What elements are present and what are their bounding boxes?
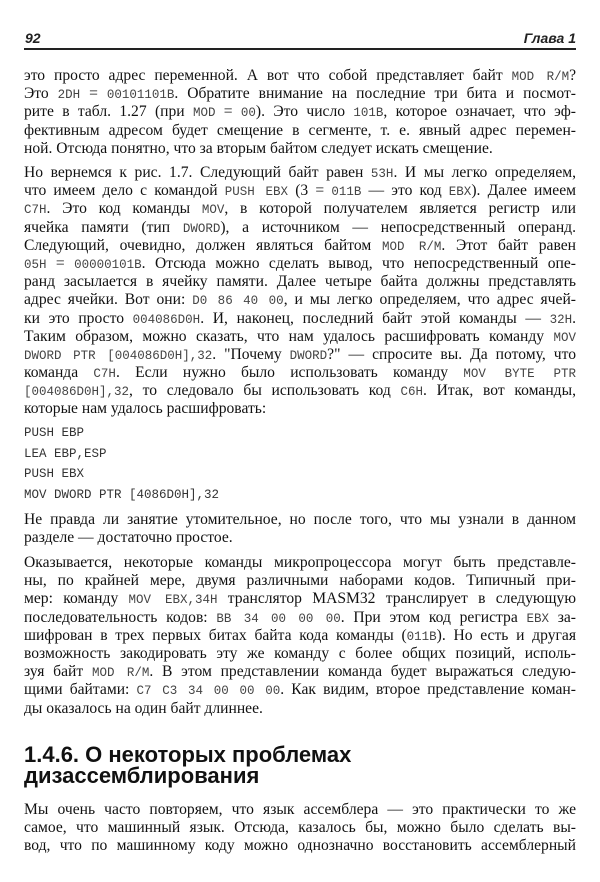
text-run: . Как видим, второе представление коман- (280, 681, 576, 699)
text-run: , в которой получателем является регистр или (224, 200, 576, 218)
text-run: что имеем дело с командой (24, 182, 225, 200)
text-line (24, 819, 576, 837)
paragraph-2 (24, 164, 576, 419)
text-line (24, 255, 576, 273)
text-run: за- (548, 608, 576, 626)
paragraph-4 (24, 554, 576, 718)
inline-code: MOD (192, 106, 216, 121)
text-line (24, 328, 576, 346)
text-run: . (572, 309, 577, 327)
text-line (24, 801, 576, 819)
text-run: , которое означает, что эф- (383, 103, 576, 121)
text-line (24, 273, 576, 291)
text-run: ). Это число (255, 103, 354, 121)
text-run: . Итак, вот команды, (423, 382, 576, 400)
text-line (24, 645, 576, 663)
text-run: ячейка памяти (тип (24, 218, 183, 236)
text-run: последовательность кодов: (24, 608, 217, 626)
text-line (24, 200, 576, 218)
text-run: зуя байт (24, 663, 92, 681)
text-line (24, 572, 576, 590)
text-line (24, 700, 576, 718)
text-line (24, 590, 576, 608)
text-line (24, 364, 576, 382)
paragraph-1 (24, 67, 576, 158)
text-run: рите в табл. 1.27 (при (24, 103, 193, 121)
text-run: Не правда ли занятие утомительное, но после того, что мы узнали в данном (24, 511, 576, 528)
header-rule (24, 48, 576, 50)
text-run: — это код (361, 182, 449, 200)
inline-code: MOD R/M (91, 666, 150, 681)
text-line (24, 529, 576, 547)
text-line (24, 511, 576, 529)
section-heading-line: 1.4.6. О некоторых проблемах (24, 742, 352, 767)
inline-code: 05H (24, 257, 47, 272)
text-run: адрес ячейки. Вот они: (24, 291, 193, 309)
text-line (24, 663, 576, 681)
text-run: . И мы легко определяем, (393, 164, 577, 181)
text-line (24, 837, 576, 855)
text-line (24, 67, 576, 85)
page-number: 92 (25, 30, 41, 46)
inline-code: C7H (24, 203, 47, 218)
text-line (24, 219, 576, 237)
inline-code: 004086D0H (132, 312, 201, 327)
inline-code: 011B (406, 629, 437, 644)
text-line (24, 164, 576, 182)
inline-code: 011B (331, 185, 362, 200)
text-run: Таким образом, можно сказать, что нам удалось расшифровать команду (24, 327, 554, 345)
text-run: команда (24, 364, 94, 382)
text-run: Это (24, 85, 58, 103)
text-line (24, 140, 576, 158)
inline-code: 00000101B (74, 257, 142, 272)
text-run: ? (569, 67, 577, 84)
text-run: возможность закодировать эту же команду с более общих позиций, исполь- (24, 644, 576, 662)
paragraph-3 (24, 511, 576, 547)
text-run: = (215, 103, 241, 121)
inline-code: EBX (448, 185, 472, 200)
text-run: ). Но есть и другая (436, 626, 576, 644)
text-run: . Это код команды (46, 200, 202, 218)
text-line (24, 554, 576, 572)
text-line (24, 182, 576, 200)
text-run: вод, что по машинному коду можно однозначно восстановить ассемблерный (24, 837, 576, 855)
inline-code: C6H (400, 385, 424, 400)
text-line (24, 609, 576, 627)
text-run: (3 = (288, 182, 332, 200)
text-run: транслятор MASM32 транслирует в следующую (217, 590, 576, 608)
inline-code: C7 C3 34 00 00 00 (136, 684, 281, 699)
inline-code: 101B (353, 106, 384, 121)
text-run: Следующий, очевидно, должен являться байтом (24, 236, 382, 254)
text-run: . И, наконец, последний байт этой команды — (200, 309, 550, 327)
text-run: . Если нужно было использовать команду (115, 364, 464, 382)
text-line (24, 310, 576, 328)
code-line: MOV DWORD PTR [4086D0H],32 (24, 487, 220, 502)
inline-code: 32H (549, 312, 573, 327)
code-listing (24, 423, 576, 505)
text-run: Мы очень часто повторяем, что язык ассемблера — это практически то же (24, 801, 576, 818)
inline-code: DWORD (182, 221, 221, 236)
text-run: . В этом представлении команда будет выражаться следую- (149, 663, 576, 681)
text-run: ки это просто (24, 309, 133, 327)
inline-code: EBX (526, 611, 549, 626)
text-run: ранд засылается в ячейку памяти. Далее четыре байта должны представлять (24, 273, 576, 291)
inline-code: 53H (370, 167, 394, 181)
text-run: Но вернемся к рис. 1.7. Следующий байт равен (24, 164, 371, 181)
text-run: шифрован в трех первых битах байта кода команды ( (24, 626, 407, 644)
text-run: = (46, 254, 75, 272)
text-run: самое, что машинный язык. Отсюда, казалось бы, можно было сделать вы- (24, 819, 576, 837)
text-line (24, 627, 576, 645)
inline-code: [004086D0H],32 (24, 385, 130, 400)
text-run: . Отсюда можно сделать вывод, что непосредственный опе- (141, 254, 576, 272)
text-run: . При этом код регистра (340, 608, 527, 626)
text-run: ной. Отсюда понятно, что за вторым байтом следует искать смещение. (24, 139, 493, 157)
inline-code: MOV (553, 330, 576, 345)
text-run: щими байтами: (24, 681, 137, 699)
text-run: мер: команду (24, 590, 129, 608)
text-line (24, 85, 576, 103)
inline-code: MOD R/M (381, 239, 442, 254)
inline-code: BB 34 00 00 00 (216, 611, 341, 626)
text-run: фективным адресом будет смещение в сегменте, т. е. явный адрес перемен- (24, 121, 576, 139)
inline-code: MOV EBX,34H (128, 593, 218, 608)
text-run: ). Далее имеем (471, 182, 576, 200)
text-line (24, 237, 576, 255)
text-run: , и мы легко определяем, что адрес ячей- (283, 291, 576, 309)
inline-code: 2DH (57, 88, 81, 103)
inline-code: 00101101B (106, 88, 175, 103)
text-run: ны, по крайней мере, двумя различными наборами кодов. Типичный при- (24, 572, 576, 590)
inline-code: 00 (240, 106, 256, 121)
text-run: ды оказалось на один байт длиннее. (24, 699, 263, 717)
text-line (24, 103, 576, 121)
text-run: которые нам удалось расшифровать: (24, 400, 267, 418)
paragraph-5 (24, 801, 576, 856)
text-run: разделе — достаточно простое. (24, 529, 233, 547)
text-run: , то следовало бы использовать код (129, 382, 401, 400)
chapter-title: Глава 1 (523, 30, 576, 46)
code-line: LEA EBP,ESP (24, 446, 107, 461)
inline-code: D0 86 40 00 (192, 294, 284, 309)
inline-code: MOD R/M (511, 70, 570, 84)
inline-code: PUSH EBX (224, 185, 289, 200)
text-run: . Обратите внимание на последние три бита и посмот- (174, 85, 577, 103)
inline-code: MOV (201, 203, 225, 218)
inline-code: C7H (93, 367, 116, 382)
text-line (24, 291, 576, 309)
text-run: . "Почему (212, 345, 290, 363)
text-run: ?" — спросите вы. Да потому, что (327, 345, 576, 363)
section-heading-line: дизассемблирования (24, 763, 260, 788)
text-line (24, 122, 576, 140)
text-run: это просто адрес переменной. А вот что собой представляет байт (24, 67, 512, 84)
text-line (24, 681, 576, 699)
inline-code: DWORD PTR [004086D0H],32 (24, 348, 213, 363)
code-line: PUSH EBX (24, 467, 85, 482)
text-line (24, 400, 576, 418)
inline-code: MOV BYTE PTR (463, 367, 577, 382)
code-line: PUSH EBP (24, 426, 85, 440)
text-run: Оказывается, некоторые команды микропроцессора могут быть представле- (24, 554, 576, 571)
text-run: . Этот байт равен (441, 236, 576, 254)
text-run: ), а источником — непосредственный операнд. (220, 218, 576, 236)
text-line (24, 346, 576, 364)
text-line (24, 382, 576, 400)
text-run: = (80, 85, 107, 103)
section-heading (24, 744, 576, 786)
inline-code: DWORD (289, 348, 328, 363)
